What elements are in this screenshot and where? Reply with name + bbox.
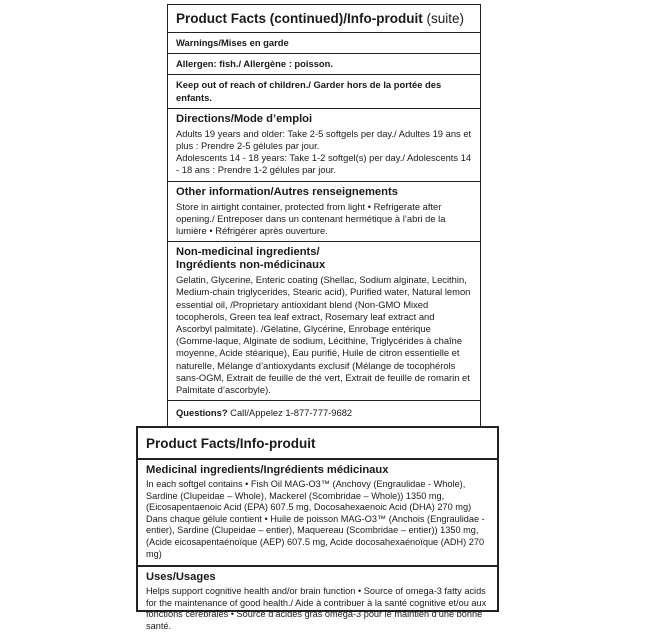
- other-info-title: Other information/Autres renseignements: [176, 185, 398, 198]
- uses-text: Helps support cognitive health and/or brain function • Source of omega-3 fatty acids for the maintenance of good health./ Aide à contribuer à la santé cognitive et/ou aux fonctions cérébrales • Source d’acides gras oméga-3 pour le maintien d’une bonne santé.: [146, 586, 487, 631]
- header-light-text: (suite): [422, 11, 464, 26]
- medicinal-text-en: In each softgel contains • Fish Oil MAG-O3™ (Anchovy (Engraulidae - Whole), Sardine (Clupeidae – Whole), Mackerel (Scombridae – Whole)) 1350 mg, (Eicosapentaenoic Acid (EPA) 607.5 mg, Docosahexaenoic Acid (DHA) 270 mg): [146, 479, 472, 513]
- directions-adults: Adults 19 years and older: Take 2-5 softgels per day./ Adultes 19 ans et plus : Prendre 2-5 gélules par jour.: [176, 127, 472, 152]
- keep-out-section: [168, 75, 480, 108]
- header-bold-text: Product Facts (continued)/Info-produit: [176, 11, 423, 26]
- questions-section: [168, 401, 480, 423]
- other-info-text: Store in airtight container, protected from light • Refrigerate after opening./ Entreposer dans un contenant hermétique à l’abri de la lumière • Réfrigérer après ouverture.: [176, 200, 446, 237]
- warnings-section: [168, 33, 480, 54]
- directions-section: [168, 109, 480, 182]
- product-facts-panel: [136, 426, 499, 631]
- non-medicinal-title-fr: Ingrédients non-médicinaux: [176, 259, 326, 272]
- directions-adolescents: Adolescents 14 - 18 years: Take 1-2 softgel(s) per day./ Adolescents 14 - 18 ans : Prendre 1-2 gélules par jour.: [176, 152, 472, 176]
- warnings-title: Warnings/Mises en garde: [176, 37, 289, 48]
- allergen-text: Allergen: fish./ Allergène : poisson.: [176, 58, 333, 70]
- panel-header: Product Facts/Info-produit: [138, 428, 497, 460]
- questions-label: Questions?: [176, 407, 228, 419]
- uses-section: [138, 567, 497, 637]
- allergen-section: [168, 54, 480, 75]
- non-medicinal-text: Gelatin, Glycerine, Enteric coating (Shellac, Sodium alginate, Lecithin, Medium-chain triglycerides, Stearic acid), Purified water, Natural lemon essential oil, /Proprietary antioxidant blend (Non-GMO Mixed tocopherols, Green tea leaf extract, Rosemary leaf extract and Ascorbyl palmitate). /Gélatine, Glycérine, Enrobage entérique (Gomme-laque, Alginate de sodium, Lécithine, Triglycérides à chaîne moyenne, Acide stéarique), Eau purifié, Huile de citron essentielle et naturelle, Mélange d’antioxydants exclusif (Mélange de tocophérols sans-OGM, Extrait de feuille de thé vert, Extrait de feuille de romarin et Palmitate d’ascorbyle).: [176, 274, 471, 396]
- medicinal-section: [138, 460, 497, 567]
- non-medicinal-section: [168, 242, 480, 401]
- keep-out-text: Keep out of reach of children./ Garder hors de la portée des enfants.: [176, 79, 442, 103]
- other-info-section: [168, 182, 480, 243]
- non-medicinal-title-en: Non-medicinal ingredients/: [176, 246, 320, 259]
- questions-phone: Call/Appelez 1-877-777-9682: [227, 407, 353, 419]
- product-facts-continued-panel: [167, 4, 481, 428]
- directions-title: Directions/Mode d’emploi: [176, 112, 313, 125]
- uses-title: Uses/Usages: [146, 571, 216, 584]
- panel-header: [168, 5, 480, 33]
- medicinal-text-fr: Dans chaque gélule contient • Huile de poisson MAG-O3™ (Anchois (Engraulidae - entier), Sardine (Clupeidae – entier), Maquereau (Scombridae – entier)) 1350 mg, (Acide eicosapentaénoïque (AEP) 607.5 mg, Acide docosahexaénoïque (ADH) 270 mg): [146, 513, 485, 559]
- medicinal-title: Medicinal ingredients/Ingrédients médicinaux: [146, 464, 389, 476]
